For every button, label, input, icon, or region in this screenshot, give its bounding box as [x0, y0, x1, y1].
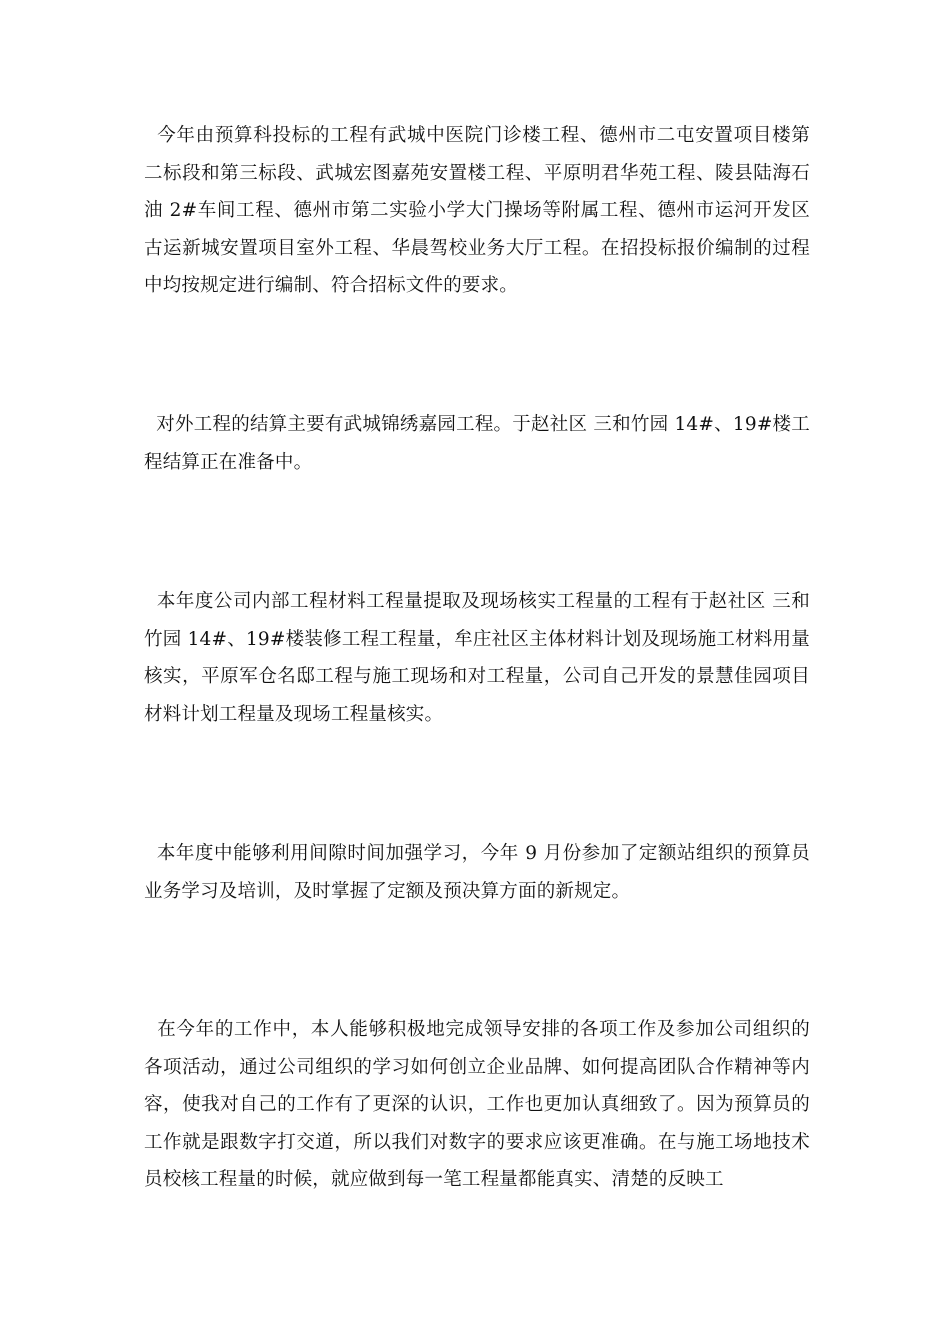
paragraph-work-attitude: 在今年的工作中，本人能够积极地完成领导安排的各项工作及参加公司组织的各项活动，通过公司组织的学习如何创立企业品牌、如何提高团队合作精神等内容，使我对自己的工作有了更深的认识，工作也更加认真细致了。因为预算员的工作就是跟数字打交道，所以我们对数字的要求应该更准确。在与施工场地技术员校核工程量的时候，就应做到每一笔工程量都能真实、清楚的反映工	[144, 1019, 810, 1190]
paragraph-training: 本年度中能够利用间隙时间加强学习，今年 9 月份参加了定额站组织的预算员业务学习及培训，及时掌握了定额及预决算方面的新规定。	[144, 843, 811, 902]
paragraph-bidding-projects: 今年由预算科投标的工程有武城中医院门诊楼工程、德州市二屯安置项目楼第二标段和第三标段、武城宏图嘉苑安置楼工程、平原明君华苑工程、陵县陆海石油 2#车间工程、德州市第二实验小学大门操场等附属工程、德州市运河开发区古运新城安置项目室外工程、华晨驾校业务大厅工程。在招投标报价编制的过程中均按规定进行编制、符合招标文件的要求。	[144, 125, 810, 296]
paragraph-internal-quantities: 本年度公司内部工程材料工程量提取及现场核实工程量的工程有于赵社区 三和竹园 14#、19#楼装修工程工程量，牟庄社区主体材料计划及现场施工材料用量核实，平原军仓名邸工程与施工现场和对工程量，公司自己开发的景慧佳园项目材料计划工程量及现场工程量核实。	[144, 591, 810, 725]
paragraph-external-settlement: 对外工程的结算主要有武城锦绣嘉园工程。于赵社区 三和竹园 14#、19#楼工程结算正在准备中。	[144, 414, 810, 473]
